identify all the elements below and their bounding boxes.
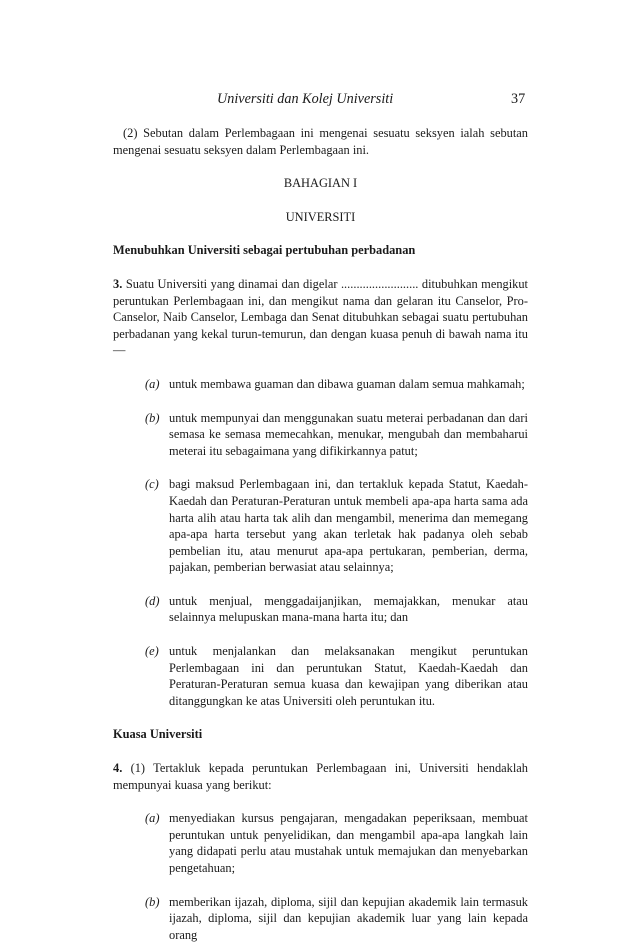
part-title: UNIVERSITI (285, 209, 356, 224)
section-3-text: Suatu Universiti yang dinamai dan digelar ......................... ditubuhkan mengikut peruntukan Perlembagaan ini, dan mengikut nama dan gelaran itu Canselor, Pro-Canselor, Naib Canselor, Lembaga dan Senat ditubuhkan sebagai suatu pertubuhan perbadanan yang kekal turun-temurun, dan dengan kuasa penuh di bawah nama itu— (113, 276, 528, 358)
item-text: untuk menjalankan dan melaksanakan mengikut peruntukan Perlembagaan ini dan peruntukan Statut, Kaedah-Kaedah dan Peraturan-Peraturan semua kuasa dan kewajipan yang diberikan atau ditanggungkan ke atas Universiti oleh peruntukan itu. (169, 644, 528, 708)
list-item (145, 593, 528, 626)
item-label: (d) (145, 593, 160, 608)
page-body (113, 125, 528, 943)
part-label: BAHAGIAN I (283, 176, 358, 191)
section-4-paragraph (113, 760, 528, 793)
section-3-paragraph (113, 276, 528, 359)
item-text: menyediakan kursus pengajaran, mengadakan peperiksaan, membuat peruntukan untuk penyelidikan, dan mengambil apa-apa langkah lain yang didapati perlu atau mustahak untuk memajukan dan menyebarkan pengetahuan; (169, 811, 528, 875)
header-title: Universiti dan Kolej Universiti (217, 91, 394, 107)
item-label: (b) (145, 410, 160, 425)
item-label: (b) (145, 894, 160, 909)
list-item (145, 410, 528, 460)
section-4-text: (1) Tertakluk kepada peruntukan Perlembagaan ini, Universiti hendaklah mempunyai kuasa yang berikut: (113, 761, 528, 792)
running-header (0, 90, 638, 108)
list-item (145, 643, 528, 709)
section-3-heading: Menubuhkan Universiti sebagai pertubuhan perbadanan (113, 243, 416, 258)
list-item (145, 476, 528, 576)
item-label: (a) (145, 811, 160, 826)
item-text: untuk membawa guaman dan dibawa guaman dalam semua mahkamah; (169, 376, 525, 391)
list-item (145, 894, 528, 943)
intro-paragraph: (2) Sebutan dalam Perlembagaan ini mengenai sesuatu seksyen ialah sebutan mengenai sesuatu seksyen dalam Perlembagaan ini. (113, 126, 528, 157)
item-text: bagi maksud Perlembagaan ini, dan tertakluk kepada Statut, Kaedah-Kaedah dan Peraturan-Peraturan untuk membeli apa-apa harta sama ada harta alih atau harta tak alih dan mengambil, menerima dan memegang apa-apa harta tersebut yang akan terletak hak padanya oleh sebab pembelian itu, atau menurut apa-apa pertukaran, pemberian, derma, pajakan, pemberian berwasiat atau selainnya; (169, 477, 528, 575)
page-number: 37 (511, 91, 526, 107)
section-4-heading: Kuasa Universiti (113, 727, 203, 742)
item-text: untuk menjual, menggadaijanjikan, memajakkan, menukar atau selainnya melupuskan mana-mana harta itu; dan (169, 593, 528, 625)
section-3-number: 3. (113, 276, 123, 291)
item-text: memberikan ijazah, diploma, sijil dan kepujian akademik lain termasuk ijazah, diploma, sijil dan kepujian akademik luar yang lain kepada orang (169, 894, 528, 942)
item-label: (e) (145, 644, 159, 659)
section-4-number: 4. (113, 761, 123, 776)
item-label: (a) (145, 376, 160, 391)
item-label: (c) (145, 477, 159, 492)
list-item (145, 376, 528, 393)
item-text: untuk mempunyai dan menggunakan suatu meterai perbadanan dan dari semasa ke semasa memecahkan, menukar, mengubah dan membaharui meterai itu sebagaimana yang difikirkannya patut; (169, 410, 528, 458)
list-item (145, 810, 528, 876)
